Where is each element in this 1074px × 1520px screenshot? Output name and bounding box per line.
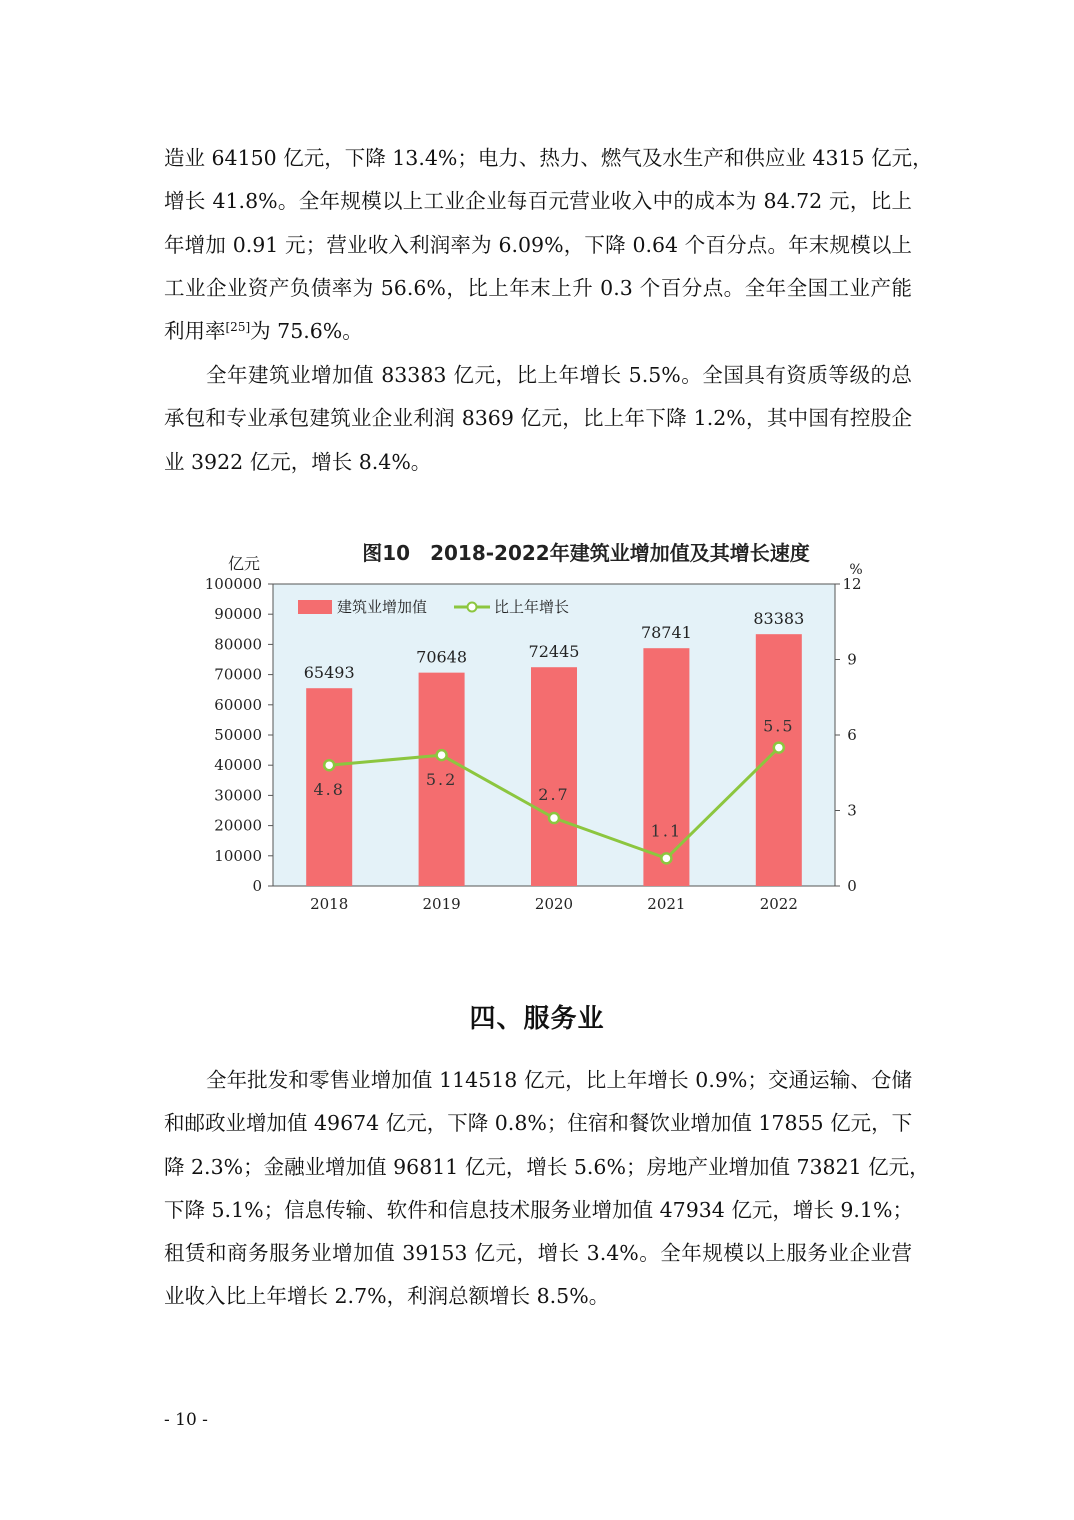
left-tick-label: 100000 <box>204 575 262 593</box>
left-tick-label: 70000 <box>214 665 262 684</box>
right-tick-label: 12 <box>842 575 862 593</box>
bar-value-label: 72445 <box>528 642 580 662</box>
text-line: 和邮政业增加值 49674 亿元，下降 0.8%；住宿和餐饮业增加值 17855 亿元，下 <box>164 1111 913 1136</box>
left-tick-label: 30000 <box>214 786 262 805</box>
text-line: 造业 64150 亿元，下降 13.4%；电力、热力、燃气及水生产和供应业 4315 亿元， <box>164 146 933 170</box>
footnote-ref: [25] <box>225 320 251 335</box>
text-line: 业 3922 亿元，增长 8.4%。 <box>164 449 432 474</box>
bar <box>756 634 802 886</box>
left-tick-label: 90000 <box>214 605 262 624</box>
text-line: 全年建筑业增加值 83383 亿元，比上年增长 5.5%。全国具有资质等级的总 <box>206 363 912 387</box>
right-axis-unit: % <box>849 562 863 578</box>
text-line: 业收入比上年增长 2.7%，利润总额增长 8.5%。 <box>164 1284 610 1309</box>
text-line: 租赁和商务服务业增加值 39153 亿元，增长 3.4%。全年规模以上服务业企业营 <box>164 1241 912 1266</box>
right-tick-label: 9 <box>847 650 857 669</box>
left-tick-label: 80000 <box>214 635 262 654</box>
growth-point <box>774 743 784 753</box>
growth-value-label: 5.5 <box>763 716 795 736</box>
right-tick-label: 0 <box>847 877 857 895</box>
chart-title: 图10 2018-2022年建筑业增加值及其增长速度 <box>362 541 810 565</box>
bar-value-label: 65493 <box>303 663 355 683</box>
left-tick-label: 40000 <box>214 756 262 775</box>
growth-point <box>437 750 447 760</box>
bar-value-label: 83383 <box>753 609 805 629</box>
x-tick-label: 2021 <box>647 895 686 913</box>
bar <box>531 667 577 886</box>
legend-line-label: 比上年增长 <box>494 598 570 616</box>
text-line: 年增加 0.91 元；营业收入利润率为 6.09%，下降 0.64 个百分点。年末规模以上 <box>164 232 912 257</box>
x-tick-label: 2019 <box>422 895 461 913</box>
legend-bar-label: 建筑业增加值 <box>337 598 428 616</box>
text-fragment: 为 75.6%。 <box>250 319 363 344</box>
right-tick-label: 6 <box>847 726 857 744</box>
bar-value-label: 78741 <box>640 623 692 643</box>
text-line <box>164 310 912 353</box>
text-line: 承包和专业承包建筑业企业利润 8369 亿元，比上年下降 1.2%，其中国有控股企 <box>164 406 912 431</box>
paragraph-industry <box>164 137 933 353</box>
growth-value-label: 2.7 <box>538 785 570 805</box>
left-tick-label: 60000 <box>214 695 262 714</box>
bar <box>643 648 689 886</box>
text-line: 全年批发和零售业增加值 114518 亿元，比上年增长 0.9%；交通运输、仓储 <box>206 1068 912 1092</box>
bar-value-label: 70648 <box>416 647 468 667</box>
construction-chart <box>176 532 900 928</box>
text-line: 降 2.3%；金融业增加值 96811 亿元，增长 5.6%；房地产业增加值 73821 亿元， <box>164 1154 930 1179</box>
text-line: 下降 5.1%；信息传输、软件和信息技术服务业增加值 47934 亿元，增长 9.1%； <box>164 1197 913 1222</box>
growth-value-label: 1.1 <box>650 821 683 841</box>
growth-point <box>324 760 334 770</box>
page-number: - 10 - <box>164 1410 208 1430</box>
text-line: 增长 41.8%。全年规模以上工业企业每百元营业收入中的成本为 84.72 元，比上 <box>164 189 912 214</box>
legend-bar-swatch <box>298 600 332 614</box>
left-axis-unit: 亿元 <box>227 554 261 573</box>
x-tick-label: 2018 <box>310 895 349 913</box>
left-tick-label: 10000 <box>214 846 262 865</box>
section-heading: 四、服务业 <box>469 1004 605 1034</box>
growth-point <box>661 853 671 863</box>
text-fragment: 利用率 <box>164 319 226 344</box>
legend-line-marker <box>468 603 477 612</box>
x-tick-label: 2022 <box>759 895 798 913</box>
chart-svg <box>176 532 900 928</box>
growth-value-label: 5.2 <box>425 770 458 790</box>
left-tick-label: 0 <box>252 877 262 895</box>
right-tick-label: 3 <box>847 801 857 820</box>
left-tick-label: 50000 <box>214 726 262 744</box>
text-line: 工业企业资产负债率为 56.6%，比上年末上升 0.3 个百分点。全年全国工业产能 <box>164 275 912 300</box>
paragraph-services <box>164 1059 930 1319</box>
x-tick-label: 2020 <box>534 895 574 913</box>
growth-point <box>549 813 559 823</box>
paragraph-construction <box>164 354 912 484</box>
growth-value-label: 4.8 <box>313 780 345 800</box>
left-tick-label: 20000 <box>214 816 262 835</box>
